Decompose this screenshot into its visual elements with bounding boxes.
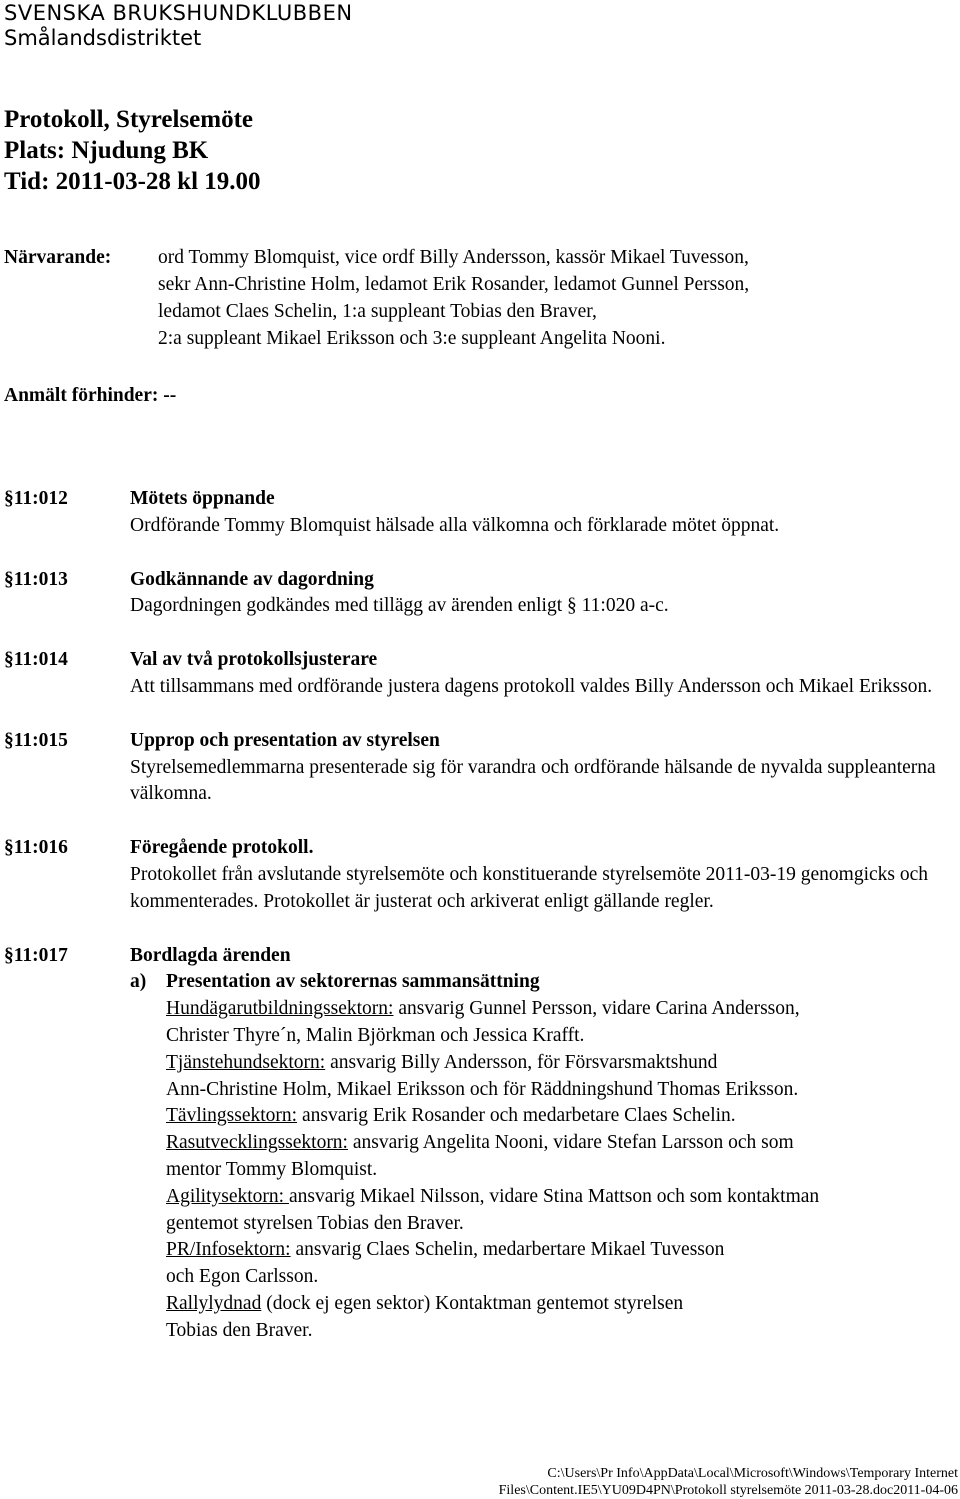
item-number: §11:017 xyxy=(4,944,68,966)
present-line: 2:a suppleant Mikael Eriksson och 3:e suppleant Angelita Nooni. xyxy=(158,328,666,349)
agenda-items xyxy=(4,486,954,1372)
item-heading: Bordlagda ärenden xyxy=(130,944,291,966)
present-list xyxy=(158,244,948,352)
sector-text: ansvarig Billy Andersson, för Försvarsmaktshund xyxy=(325,1051,718,1073)
sector-list xyxy=(166,996,954,1344)
sector-text: ansvarig Angelita Nooni, vidare Stefan Larsson och som xyxy=(347,1132,794,1154)
location-line: Plats: Njudung BK xyxy=(4,137,209,164)
present-line: sekr Ann-Christine Holm, ledamot Erik Rosander, ledamot Gunnel Persson, xyxy=(158,274,750,295)
sector-entry xyxy=(166,1291,954,1345)
item-heading: Upprop och presentation av styrelsen xyxy=(130,729,440,751)
sub-item-letter: a) xyxy=(130,971,147,993)
sector-text: ansvarig Erik Rosander och medarbetare Claes Schelin. xyxy=(297,1105,736,1127)
sector-entry xyxy=(166,1103,954,1130)
sector-text: Tobias den Braver. xyxy=(166,1319,313,1341)
title-line: Protokoll, Styrelsemöte xyxy=(4,106,254,133)
sector-text: Christer Thyre´n, Malin Björkman och Jessica Krafft. xyxy=(166,1024,585,1046)
agenda-item xyxy=(4,835,954,915)
agenda-item xyxy=(4,486,954,540)
item-text: Protokollet från avslutande styrelsemöte och konstituerande styrelsemöte 2011-03-19 genomgicks och kommenterades. Protokollet är justerat och arkiverat enligt gällande regler. xyxy=(130,863,929,912)
present-line: ledamot Claes Schelin, 1:a suppleant Tobias den Braver, xyxy=(158,301,597,322)
item-text: Styrelsemedlemmarna presenterade sig för varandra och ordförande hälsande de nyvalda suppleanterna välkomna. xyxy=(130,756,936,805)
sector-entry xyxy=(166,1237,954,1291)
present-label: Närvarande: xyxy=(4,247,112,268)
sector-entry xyxy=(166,996,954,1050)
sector-text: ansvarig Mikael Nilsson, vidare Stina Mattson och som kontaktman xyxy=(288,1185,820,1207)
sub-item-title: Presentation av sektorernas sammansättning xyxy=(166,971,540,993)
sector-text: ansvarig Gunnel Persson, vidare Carina Andersson, xyxy=(393,998,800,1020)
sector-name: Tävlingssektorn: xyxy=(166,1105,298,1127)
sector-text: (dock ej egen sektor) Kontaktman gentemot styrelsen xyxy=(261,1292,684,1314)
sector-name: PR/Infosektorn: xyxy=(166,1239,291,1261)
time-line: Tid: 2011-03-28 kl 19.00 xyxy=(4,168,261,195)
item-heading: Mötets öppnande xyxy=(130,488,275,509)
agenda-item xyxy=(4,943,954,1345)
document-title xyxy=(4,104,261,197)
district-name: Smålandsdistriktet xyxy=(4,26,202,50)
item-text: Att tillsammans med ordförande justera dagens protokoll valdes Billy Andersson och Mikael Eriksson. xyxy=(130,675,933,697)
item-heading: Godkännande av dagordning xyxy=(130,568,374,590)
sector-name: Hundägarutbildningssektorn: xyxy=(166,998,394,1020)
sector-name: Agilitysektorn: xyxy=(166,1185,289,1207)
sub-item-heading xyxy=(130,969,954,996)
item-number: §11:014 xyxy=(4,649,68,671)
agenda-item xyxy=(4,728,954,808)
sector-text: ansvarig Claes Schelin, medarbertare Mikael Tuvesson xyxy=(290,1239,725,1261)
agenda-item xyxy=(4,647,954,701)
item-heading: Val av två protokollsjusterare xyxy=(130,649,378,671)
sub-item xyxy=(130,969,954,1344)
file-path-footer: C:\Users\Pr Info\AppData\Local\Microsoft\Windows\Temporary Internet Files\Content.IE5\YU09D4PN\Protokoll styrelsemöte 2011-03-28.doc2011-04-06 xyxy=(498,1466,958,1498)
item-number: §11:015 xyxy=(4,729,68,751)
item-text: Ordförande Tommy Blomquist hälsade alla välkomna och förklarade mötet öppnat. xyxy=(130,514,780,536)
sector-entry xyxy=(166,1130,954,1184)
sector-text: gentemot styrelsen Tobias den Braver. xyxy=(166,1212,464,1234)
organization-name: SVENSKA BRUKSHUNDKLUBBEN xyxy=(4,1,353,25)
sector-name: Tjänstehundsektorn: xyxy=(166,1051,326,1073)
sector-name: Rasutvecklingssektorn: xyxy=(166,1132,348,1154)
sector-text: Ann-Christine Holm, Mikael Eriksson och för Räddningshund Thomas Eriksson. xyxy=(166,1078,799,1100)
item-number: §11:016 xyxy=(4,837,68,859)
item-number: §11:012 xyxy=(4,488,68,509)
item-number: §11:013 xyxy=(4,568,68,590)
sector-text: mentor Tommy Blomquist. xyxy=(166,1158,378,1180)
item-text: Dagordningen godkändes med tillägg av ärenden enligt § 11:020 a-c. xyxy=(130,595,669,617)
sector-text: och Egon Carlsson. xyxy=(166,1266,319,1288)
absent-notice: Anmält förhinder: -- xyxy=(4,385,177,406)
item-heading: Föregående protokoll. xyxy=(130,837,314,859)
sector-entry xyxy=(166,1184,954,1238)
sector-entry xyxy=(166,1050,954,1104)
present-line: ord Tommy Blomquist, vice ordf Billy Andersson, kassör Mikael Tuvesson, xyxy=(158,247,749,268)
sector-name: Rallylydnad xyxy=(166,1292,262,1314)
agenda-item xyxy=(4,567,954,621)
